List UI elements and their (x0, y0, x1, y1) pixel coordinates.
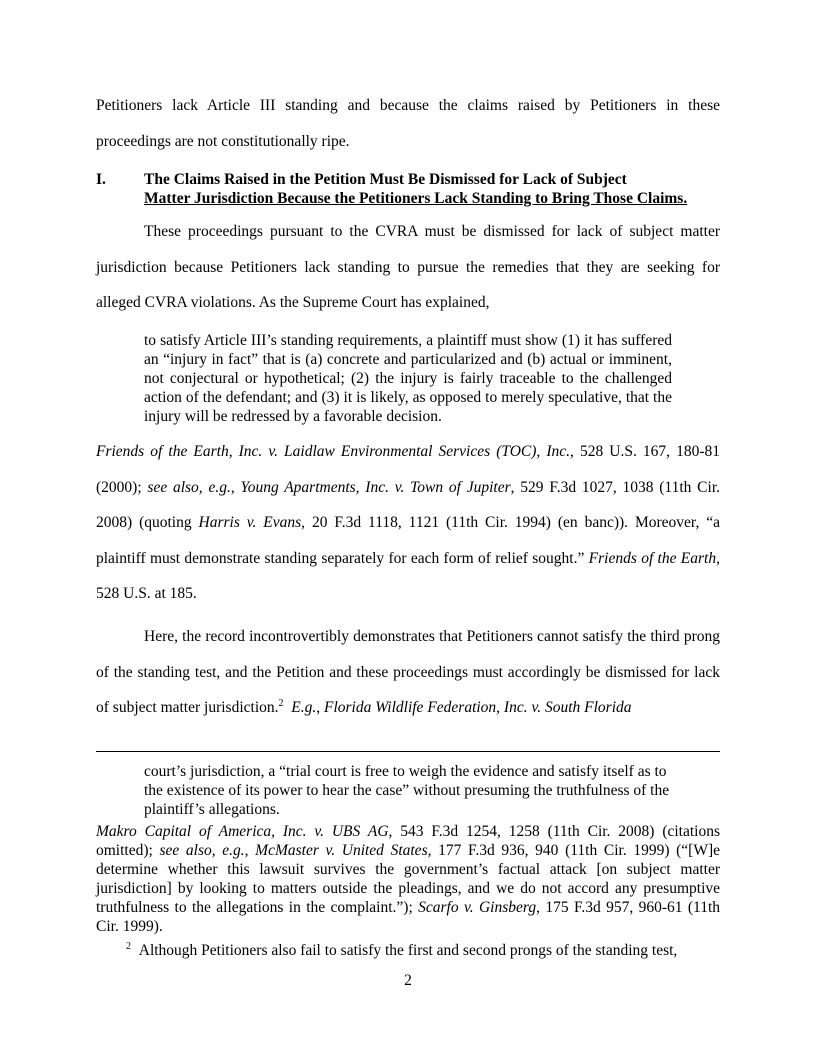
citation-text: , 177 F.3d 936, 940 (11th Cir. 1999) (“[W]e determine whether this lawsuit survives the government’s factual attack [on subject matter jurisdiction] by looking to matters outside the pleadings, and we do not accord any presumptive truthfulness to the allegations in the complaint.”); (96, 842, 720, 916)
case-name: Friends of the Earth, Inc. v. Laidlaw Environmental Services (TOC), Inc. (96, 443, 571, 460)
case-name: Makro Capital of America, Inc. v. UBS AG (96, 823, 389, 840)
case-name: Harris v. Evans (198, 514, 302, 531)
citation-signal: E.g. (291, 699, 317, 716)
block-quote: to satisfy Article III’s standing requirements, a plaintiff must show (1) it has suffered an “injury in fact” that is (a) concrete and particularized and (b) actual or imminent, not conjectural or hypothetical; (2) the injury is fairly traceable to the challenged action of the defendant; and (3) it is likely, as opposed to merely speculative, that the injury will be redressed by a favorable decision. (144, 332, 672, 425)
citation-text: , 528 U.S. 167, 180-81 (2000); (96, 443, 720, 496)
citation-text: , 543 F.3d 1254, 1258 (11th Cir. 2008) (citations omitted); (96, 823, 720, 859)
section-heading-line-1: The Claims Raised in the Petition Must Be Dismissed for Lack of Subject (144, 171, 627, 188)
citation-paragraph (96, 434, 720, 612)
case-name: Friends of the Earth (588, 549, 717, 567)
citation-text: , 20 F.3d 1118, 1121 (11th Cir. 1994) (en banc)). Moreover, “a plaintiff must demonstrate standing separately for each form of relief sought.” (96, 514, 720, 567)
footnote-2-text: Although Petitioners also fail to satisfy the first and second prongs of the standing test, (138, 942, 678, 959)
citation-separator: , (316, 699, 324, 716)
body-paragraph-1: These proceedings pursuant to the CVRA must be dismissed for lack of subject matter jurisdiction because Petitioners lack standing to pursue the remedies that they are seeking for alleged CVRA violations. As the Supreme Court has explained, (96, 223, 720, 311)
footnote-block-quote: court’s jurisdiction, a “trial court is free to weigh the evidence and satisfy itself as to the existence of its power to hear the case” without presuming the truthfulness of the plaintiff’s allegations. (144, 763, 670, 818)
footnote-2 (96, 941, 720, 960)
citation-separator: , (244, 842, 256, 859)
citation-text: , 529 F.3d 1027, 1038 (11th Cir. 2008) (quoting (96, 478, 721, 531)
citation-signal: see also, e.g. (147, 478, 231, 496)
section-heading (96, 170, 720, 208)
page-number: 2 (404, 972, 412, 989)
case-name: Young Apartments, Inc. v. Town of Jupiter (240, 478, 511, 496)
intro-line-1: Petitioners lack Article III standing and because the claims raised by Petitioners in these (96, 97, 720, 114)
footnote-continued-text (96, 822, 720, 936)
footnote-reference[interactable]: 2 (278, 698, 284, 709)
intro-line-2: proceedings are not constitutionally ripe. (96, 132, 350, 150)
case-name: Florida Wildlife Federation, Inc. v. South Florida (323, 699, 632, 716)
section-number: I. (96, 171, 106, 188)
footnote-marker: 2 (126, 941, 131, 952)
case-name: Scarfo v. Ginsberg (418, 899, 537, 916)
citation-text: , 175 F.3d 957, 960-61 (11th Cir. 1999). (96, 899, 720, 935)
citation-separator: , (230, 478, 241, 496)
citation-signal: see also, e.g. (159, 842, 245, 859)
citation-text: , 528 U.S. at 185. (96, 549, 720, 602)
footnote-separator-rule (96, 751, 720, 752)
body-paragraph-3 (96, 619, 720, 726)
paragraph-text: Here, the record incontrovertibly demonstrates that Petitioners cannot satisfy the third prong of the standing test, and the Petition and these proceedings must accordingly be dismissed for lack of subject matter jurisdiction. (96, 628, 720, 716)
intro-paragraph (96, 88, 720, 159)
case-name: McMaster v. United States (255, 842, 428, 859)
section-heading-line-2: Matter Jurisdiction Because the Petitioners Lack Standing to Bring Those Claims. (144, 190, 688, 207)
